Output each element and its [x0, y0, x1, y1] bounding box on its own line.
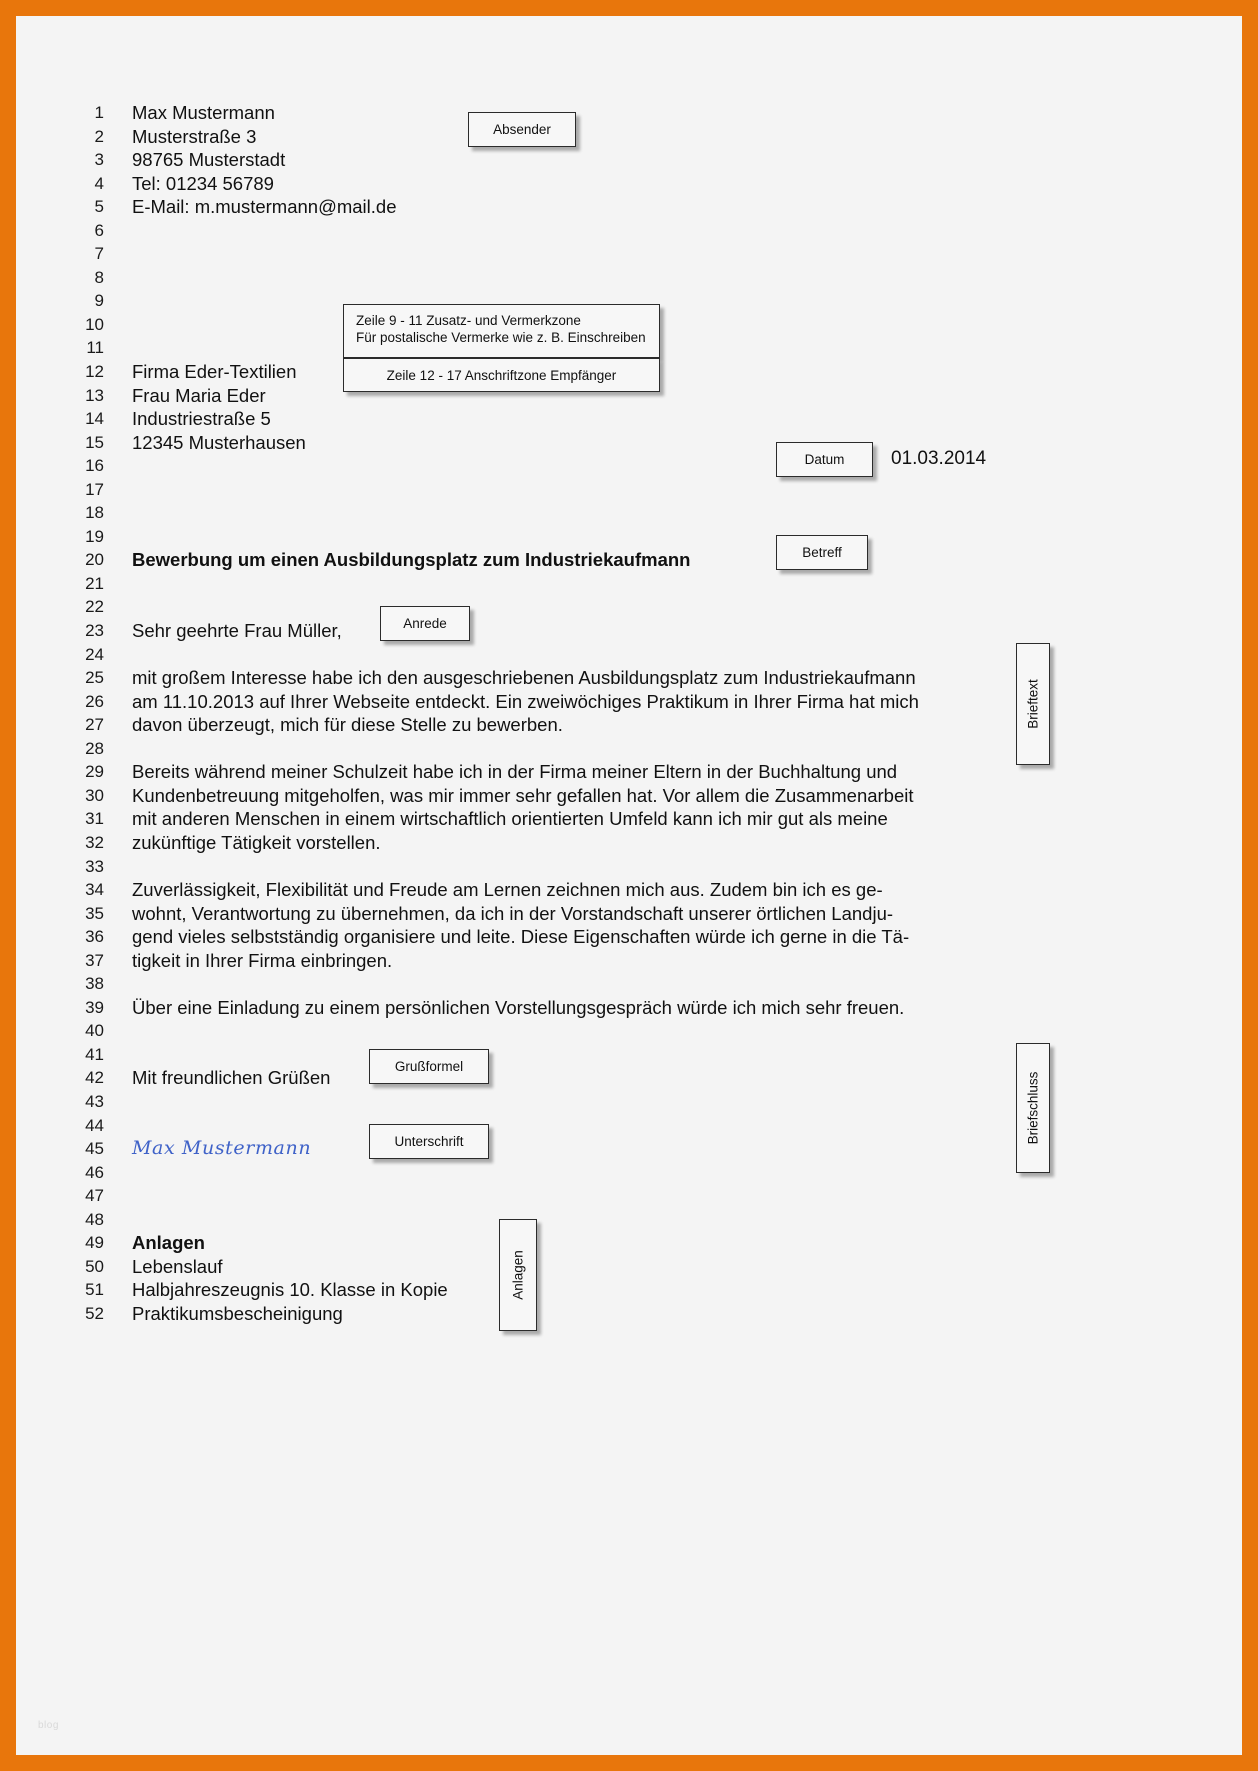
- letter-line: Mit freundlichen Grüßen: [132, 1067, 331, 1089]
- letter-line: Kundenbetreuung mitgeholfen, was mir immer sehr gefallen hat. Vor allem die Zusammenarbeit: [132, 784, 914, 806]
- line-number: 32: [85, 832, 104, 852]
- line-number: 5: [94, 197, 104, 217]
- letter-line-empty: [132, 1114, 1032, 1138]
- line-number: 39: [85, 997, 104, 1017]
- callout-absender-label: Absender: [493, 122, 551, 137]
- line-number: 42: [85, 1068, 104, 1088]
- page-watermark: blog: [38, 1720, 59, 1731]
- letter-line-empty: [132, 242, 1032, 266]
- line-number: 28: [85, 738, 104, 758]
- letter-line: Halbjahreszeugnis 10. Klasse in Kopie: [132, 1279, 448, 1301]
- line-number: 19: [85, 526, 104, 546]
- letter-line-empty: [132, 855, 1032, 879]
- line-number: 11: [86, 338, 104, 358]
- line-number: 40: [85, 1021, 104, 1041]
- letter-line-empty: [132, 1161, 1032, 1185]
- letter-line-empty: [132, 219, 1032, 243]
- line-number: 15: [85, 432, 104, 452]
- callout-betreff: [776, 535, 868, 570]
- callout-anschriftzone-label: Zeile 12 - 17 Anschriftzone Empfänger: [386, 367, 617, 383]
- letter-line: Firma Eder-Textilien: [132, 361, 297, 383]
- callout-grussformel: [369, 1049, 489, 1084]
- line-number: 18: [85, 503, 104, 523]
- callout-absender: [468, 112, 576, 147]
- line-number: 33: [85, 856, 104, 876]
- letter-line-empty: [132, 1043, 1032, 1067]
- line-number: 46: [85, 1162, 104, 1182]
- letter-line: Zuverlässigkeit, Flexibilität und Freude am Lernen zeichnen mich aus. Zudem bin ich es ge-: [132, 879, 883, 901]
- letter-line: Praktikumsbescheinigung: [132, 1302, 343, 1324]
- line-number: 25: [85, 668, 104, 688]
- callout-unterschrift-label: Unterschrift: [394, 1134, 464, 1149]
- letter-line: 12345 Musterhausen: [132, 431, 306, 453]
- line-number: 20: [85, 550, 104, 570]
- letter-line-empty: [132, 525, 1032, 549]
- line-number: 38: [85, 974, 104, 994]
- letter-date: 01.03.2014: [891, 448, 987, 469]
- callout-anlagen-label: Anlagen: [510, 1250, 526, 1300]
- letter-line-empty: [132, 972, 1032, 996]
- line-number: 36: [85, 927, 104, 947]
- letter-line: Tel: 01234 56789: [132, 172, 274, 194]
- letter-body: [132, 101, 1032, 1325]
- letter-line: Anlagen: [132, 1232, 205, 1254]
- letter-line: wohnt, Verantwortung zu übernehmen, da ich in der Vorstandschaft unserer örtlichen Landju-: [132, 902, 894, 924]
- line-number: 1: [94, 103, 104, 122]
- line-number: 37: [85, 950, 104, 970]
- letter-line-empty: [132, 572, 1032, 596]
- callout-anlagen: [499, 1219, 537, 1331]
- letter-line: Lebenslauf: [132, 1255, 223, 1277]
- letter-line: zukünftige Tätigkeit vorstellen.: [132, 831, 381, 853]
- callout-anschriftzone: [343, 358, 660, 392]
- line-number: 48: [85, 1209, 104, 1229]
- letter-line: Bereits während meiner Schulzeit habe ich in der Firma meiner Eltern in der Buchhaltung und: [132, 761, 898, 783]
- letter-line: Bewerbung um einen Ausbildungsplatz zum Industriekaufmann: [132, 549, 691, 571]
- line-number: 45: [85, 1139, 104, 1159]
- page-sheet: [16, 16, 1242, 1755]
- line-number: 52: [85, 1303, 104, 1323]
- letter-line-empty: [132, 737, 1032, 761]
- letter-sheet: [16, 16, 1242, 1755]
- line-number: 30: [85, 785, 104, 805]
- callout-anrede-label: Anrede: [403, 616, 447, 631]
- letter-line-empty: [132, 266, 1032, 290]
- letter-line: davon überzeugt, mich für diese Stelle zu bewerben.: [132, 714, 563, 736]
- line-number: 27: [85, 715, 104, 735]
- line-number: 10: [85, 314, 104, 334]
- line-number: 2: [94, 126, 104, 146]
- letter-line: tigkeit in Ihrer Firma einbringen.: [132, 949, 393, 971]
- line-number: 6: [94, 220, 104, 240]
- callout-zusatz-line2: Für postalische Vermerke wie z. B. Einschreiben: [356, 330, 646, 345]
- callout-unterschrift: [369, 1124, 489, 1159]
- line-number: 50: [85, 1256, 104, 1276]
- callout-briefschluss: [1016, 1043, 1050, 1173]
- line-number: 7: [94, 244, 104, 264]
- letter-line-empty: [132, 501, 1032, 525]
- letter-line: Sehr geehrte Frau Müller,: [132, 620, 342, 642]
- letter-line: Musterstraße 3: [132, 125, 257, 147]
- line-number: 9: [94, 291, 104, 311]
- callout-briefschluss-label: Briefschluss: [1025, 1071, 1041, 1145]
- line-number: 47: [85, 1186, 104, 1206]
- line-number: 43: [85, 1091, 104, 1111]
- letter-line: am 11.10.2013 auf Ihrer Webseite entdeckt. Ein zweiwöchiges Praktikum in Ihrer Firma hat mich: [132, 690, 919, 712]
- callout-betreff-label: Betreff: [802, 545, 842, 560]
- letter-line: Max Mustermann: [132, 102, 275, 123]
- line-number: 23: [85, 621, 104, 641]
- letter-line: Frau Maria Eder: [132, 384, 266, 406]
- callout-anrede: [380, 606, 470, 641]
- letter-line: Industriestraße 5: [132, 408, 271, 430]
- line-number: 14: [85, 409, 104, 429]
- line-number: 49: [85, 1233, 104, 1253]
- callout-datum-label: Datum: [804, 452, 845, 467]
- letter-line: Über eine Einladung zu einem persönlichen Vorstellungsgespräch würde ich mich sehr freuen.: [132, 996, 905, 1018]
- signature-handwriting: Max Mustermann: [132, 1137, 312, 1160]
- callout-brieftext-label: Brieftext: [1025, 679, 1041, 729]
- callout-brieftext: [1016, 643, 1050, 765]
- line-number: 35: [85, 903, 104, 923]
- line-number: 4: [94, 173, 104, 193]
- line-number: 51: [85, 1280, 104, 1300]
- callout-grussformel-label: Grußformel: [394, 1059, 464, 1074]
- line-number: 31: [85, 809, 104, 829]
- letter-line: gend vieles selbstständig organisiere und leite. Diese Eigenschaften würde ich gerne in die Tä-: [132, 926, 910, 948]
- line-number: 22: [85, 597, 104, 617]
- line-number: 34: [85, 880, 104, 900]
- callout-zusatz-line1: Zeile 9 - 11 Zusatz- und Vermerkzone: [356, 313, 581, 328]
- line-number: 44: [85, 1115, 104, 1135]
- line-number: 13: [85, 385, 104, 405]
- line-number: 24: [85, 644, 104, 664]
- line-number: 29: [85, 762, 104, 782]
- line-number: 8: [94, 267, 104, 287]
- line-number: 16: [85, 456, 104, 476]
- line-number: 21: [85, 573, 104, 593]
- callout-datum: [776, 442, 873, 477]
- letter-line: mit anderen Menschen in einem wirtschaftlich orientierten Umfeld kann ich mir gut als meine: [132, 808, 888, 830]
- letter-line-empty: [132, 1208, 1032, 1232]
- letter-line-empty: [132, 478, 1032, 502]
- letter-line-empty: [132, 1090, 1032, 1114]
- letter-line-empty: [132, 1184, 1032, 1208]
- line-number: 26: [85, 691, 104, 711]
- line-number: 12: [85, 362, 104, 382]
- letter-line-empty: [132, 643, 1032, 667]
- callout-zusatz-vermerkzone: [343, 304, 660, 358]
- line-number-gutter: [68, 101, 104, 1325]
- line-number: 3: [94, 150, 104, 170]
- letter-line-empty: [132, 1019, 1032, 1043]
- letter-line: 98765 Musterstadt: [132, 149, 286, 171]
- letter-line: mit großem Interesse habe ich den ausgeschriebenen Ausbildungsplatz zum Industriekaufmann: [132, 667, 916, 689]
- letter-line-empty: [132, 595, 1032, 619]
- line-number: 17: [85, 479, 104, 499]
- line-number: 41: [85, 1044, 104, 1064]
- letter-line: E-Mail: m.mustermann@mail.de: [132, 196, 397, 218]
